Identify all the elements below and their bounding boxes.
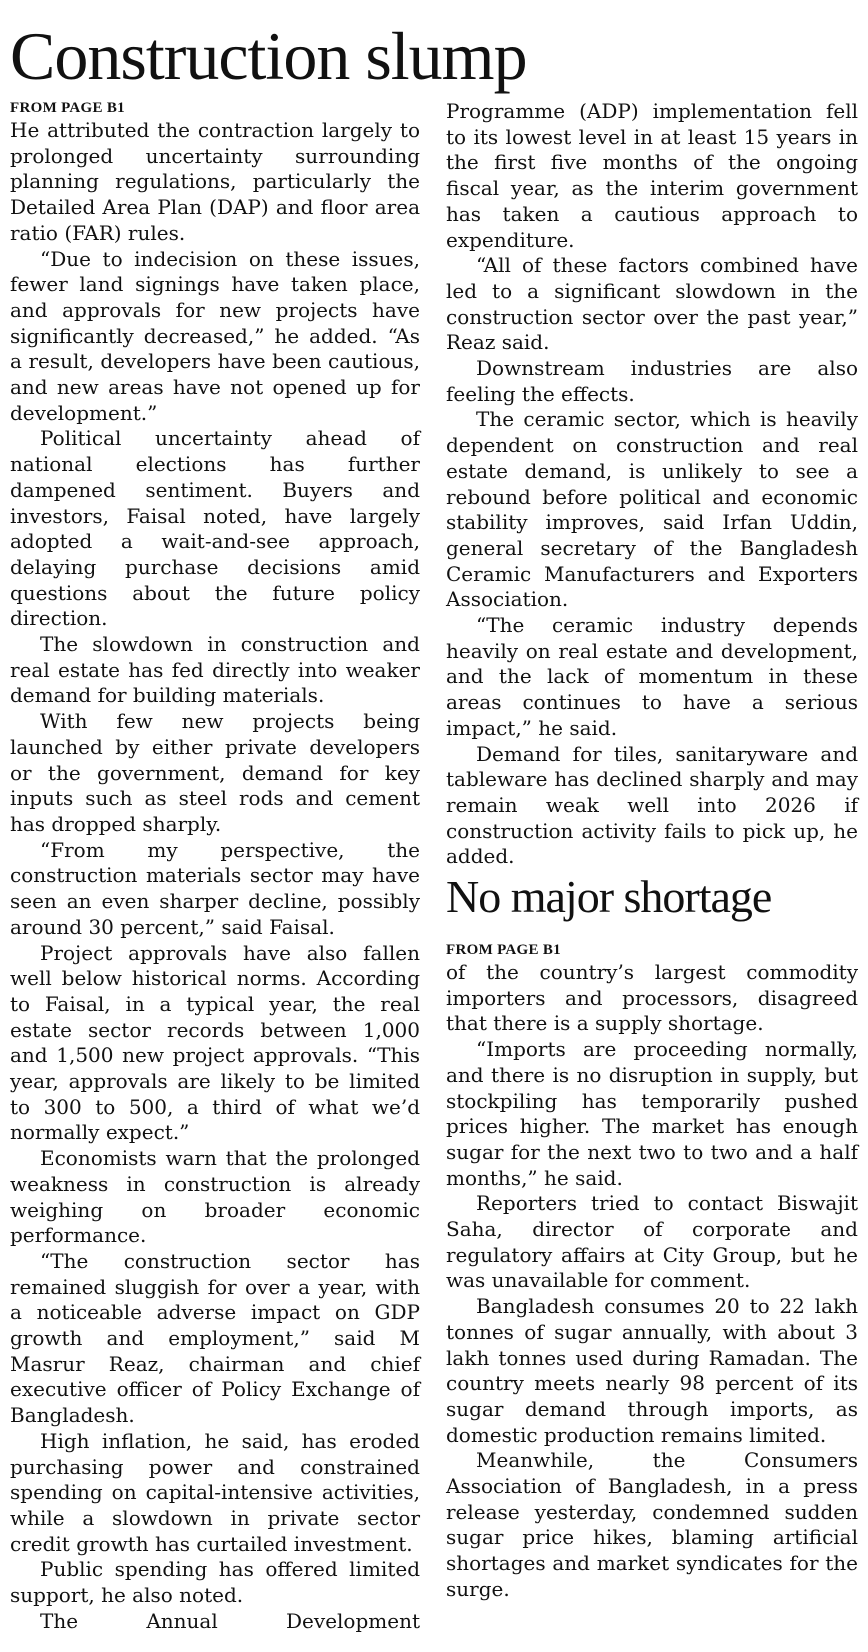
paragraph: Meanwhile, the Consumers Association of Bangladesh, in a press release yesterday, condemned sudden sugar price hikes, blaming artificial shortages and market syndicates for the surge. [446,1448,858,1601]
paragraph: Bangladesh consumes 20 to 22 lakh tonnes of sugar annually, with about 3 lakh tonnes used during Ramadan. The country meets nearly 98 percent of its sugar demand through imports, as domestic production remains limited. [446,1294,858,1447]
paragraph: of the country’s largest commodity importers and processors, disagreed that there is a supply shortage. [446,960,858,1036]
paragraph: The ceramic sector, which is heavily dependent on construction and real estate demand, is unlikely to see a rebound before political and economic stability improves, said Irfan Uddin, general secretary of the Bangladesh Ceramic Manufacturers and Exporters Association. [446,407,858,612]
paragraph: Economists warn that the prolonged weakness in construction is already weighing on broader economic performance. [10,1146,420,1248]
paragraph: With few new projects being launched by either private developers or the government, demand for key inputs such as steel rods and cement has dropped sharply. [10,709,420,836]
headline-no-major-shortage: No major shortage [446,871,772,922]
headline-construction-slump: Construction slump [10,18,527,94]
paragraph: Programme (ADP) implementation fell to its lowest level in at least 15 years in the first five months of the ongoing fiscal year, as the interim government has taken a cautious approach to expenditure. [446,99,858,252]
paragraph: Demand for tiles, sanitaryware and tableware has declined sharply and may remain weak well into 2026 if construction activity fails to pick up, he added. [446,741,858,869]
article-column-left [10,99,420,1634]
paragraph: “Imports are proceeding normally, and there is no disruption in supply, but stockpiling has temporarily pushed prices higher. The market has enough sugar for the next two to two and a half months,” he said. [446,1037,858,1190]
paragraph: Reporters tried to contact Biswajit Saha, director of corporate and regulatory affairs at City Group, but he was unavailable for comment. [446,1191,858,1293]
article-column-right-continued [446,99,858,870]
paragraph: He attributed the contraction largely to prolonged uncertainty surrounding planning regulations, particularly the Detailed Area Plan (DAP) and floor area ratio (FAR) rules. [10,118,420,245]
paragraph: Public spending has offered limited support, he also noted. [10,1557,420,1608]
paragraph: “Due to indecision on these issues, fewer land signings have taken place, and approvals for new projects have significantly decreased,” he added. “As a result, developers have been cautious, and new areas have not opened up for development.” [10,246,420,425]
paragraph: “All of these factors combined have led to a significant slowdown in the construction sector over the past year,” Reaz said. [446,253,858,355]
paragraph: “From my perspective, the construction materials sector may have seen an even sharper decline, possibly around 30 percent,” said Faisal. [10,837,420,939]
article-column-right-second-story [446,941,858,1603]
paragraph: Political uncertainty ahead of national elections has further dampened sentiment. Buyers and investors, Faisal noted, have largely adopted a wait-and-see approach, delaying purchase decisions amid questions about the future policy direction. [10,426,420,631]
paragraph: “The construction sector has remained sluggish for over a year, with a noticeable adverse impact on GDP growth and employment,” said M Masrur Reaz, chairman and chief executive officer of Policy Exchange of Bangladesh. [10,1248,420,1428]
from-page-kicker: FROM PAGE B1 [10,100,125,116]
paragraph: “The ceramic industry depends heavily on real estate and development, and the lack of momentum in these areas continues to have a serious impact,” he said. [446,613,858,740]
paragraph: The Annual Development [40,1608,420,1633]
from-page-kicker: FROM PAGE B1 [446,942,561,958]
paragraph: High inflation, he said, has eroded purchasing power and constrained spending on capital-intensive activities, while a slowdown in private sector credit growth has curtailed investment. [10,1428,420,1556]
paragraph: The slowdown in construction and real estate has fed directly into weaker demand for building materials. [10,632,420,708]
paragraph: Downstream industries are also feeling the effects. [446,356,858,406]
paragraph: Project approvals have also fallen well below historical norms. According to Faisal, in a typical year, the real estate sector records between 1,000 and 1,500 new project approvals. “This year, approvals are likely to be limited to 300 to 500, a third of what we’d normally expect.” [10,940,420,1145]
